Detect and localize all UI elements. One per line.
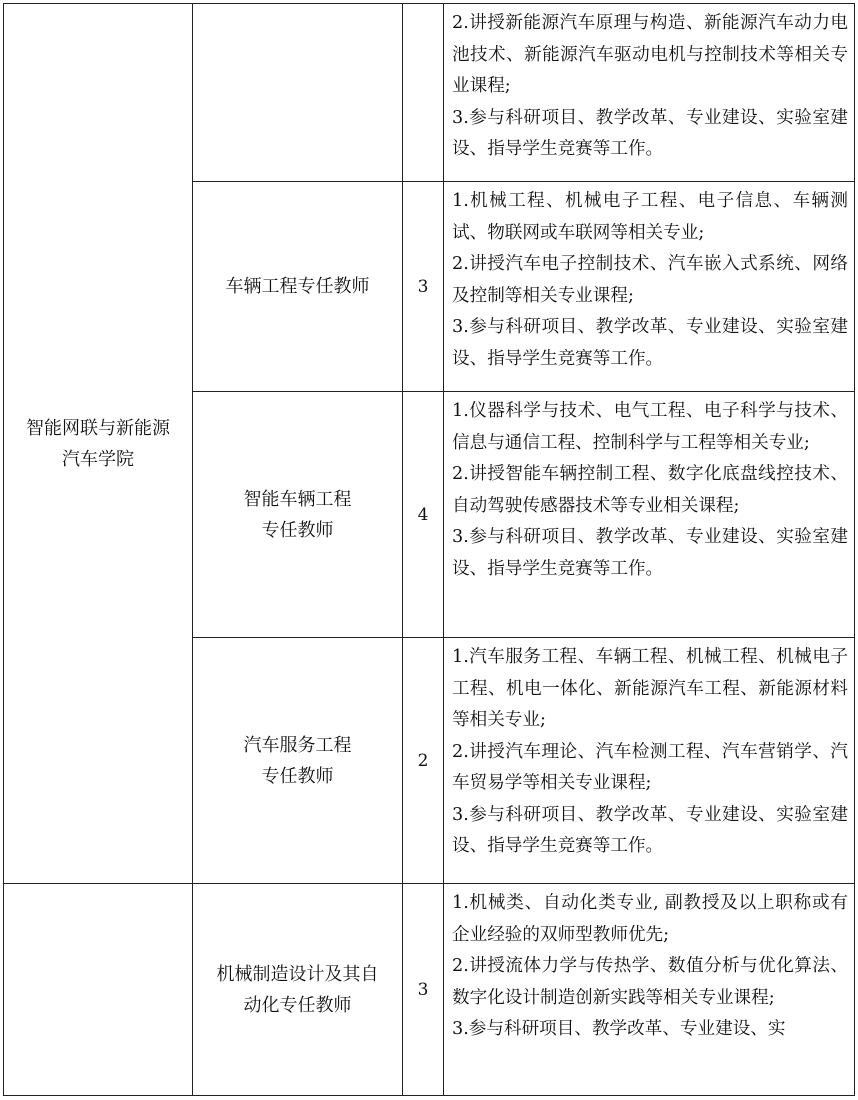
position-title-line1: 机械制造设计及其自 <box>216 963 379 985</box>
position-title-line1: 汽车服务工程 <box>243 734 352 756</box>
position-title-line2: 动化专任教师 <box>243 994 352 1016</box>
table-row <box>4 4 855 182</box>
duties-cell <box>444 638 855 884</box>
position-cell <box>193 638 403 884</box>
duty-item: 3.参与科研项目、教学改革、专业建设、实验室建设、指导学生竞赛等工作。 <box>452 317 848 369</box>
position-title-line2: 专任教师 <box>261 519 334 541</box>
position-cell <box>193 884 403 1096</box>
position-title-line1: 智能车辆工程 <box>243 488 352 510</box>
duty-item: 1.机械工程、机械电子工程、电子信息、车辆测试、物联网或车联网等相关专业; <box>452 191 848 243</box>
duties-cell <box>444 4 855 182</box>
position-cell <box>193 4 403 182</box>
duty-item: 2.讲授汽车理论、汽车检测工程、汽车营销学、汽车贸易学等相关专业课程; <box>452 741 848 793</box>
duty-item: 2.讲授汽车电子控制技术、汽车嵌入式系统、网络及控制等相关专业课程; <box>452 254 848 306</box>
position-title-line2: 专任教师 <box>261 765 334 787</box>
duty-item: 1.汽车服务工程、车辆工程、机械工程、机械电子工程、机电一体化、新能源汽车工程、新能源材料等相关专业; <box>452 647 848 730</box>
count-cell: 3 <box>403 884 444 1096</box>
department-cell <box>4 4 193 884</box>
duties-cell <box>444 884 855 1096</box>
duty-item: 1.仪器科学与技术、电气工程、电子科学与技术、信息与通信工程、控制科学与工程等相关专业; <box>452 401 848 453</box>
position-title: 车辆工程专任教师 <box>225 276 370 297</box>
position-cell <box>193 392 403 638</box>
duties-cell <box>444 392 855 638</box>
department-cell <box>4 884 193 1096</box>
table-row <box>4 884 855 1096</box>
duty-item: 1.机械类、自动化类专业, 副教授及以上职称或有企业经验的双师型教师优先; <box>452 893 848 945</box>
count-cell <box>403 4 444 182</box>
recruitment-table <box>3 3 855 1096</box>
count-cell: 3 <box>403 182 444 392</box>
duties-cell <box>444 182 855 392</box>
count-cell: 2 <box>403 638 444 884</box>
department-name-line1: 智能网联与新能源 <box>26 417 170 439</box>
duty-item: 3.参与科研项目、教学改革、专业建设、实验室建设、指导学生竞赛等工作。 <box>452 527 848 579</box>
duty-item: 2.讲授流体力学与传热学、数值分析与优化算法、数字化设计制造创新实践等相关专业课程; <box>452 956 848 1008</box>
duty-item: 3.参与科研项目、教学改革、专业建设、实验室建设、指导学生竞赛等工作。 <box>452 804 848 856</box>
position-cell <box>193 182 403 392</box>
duty-item: 2.讲授新能源汽车原理与构造、新能源汽车动力电池技术、新能源汽车驱动电机与控制技术等相关专业课程; <box>452 13 848 96</box>
duty-item: 3.参与科研项目、教学改革、专业建设、实验室建设、指导学生竞赛等工作。 <box>452 107 848 159</box>
count-cell: 4 <box>403 392 444 638</box>
duty-item: 2.讲授智能车辆控制工程、数字化底盘线控技术、自动驾驶传感器技术等专业相关课程; <box>452 464 848 516</box>
department-name-line2: 汽车学院 <box>62 448 134 470</box>
duty-item: 3.参与科研项目、教学改革、专业建设、实 <box>452 1019 786 1039</box>
